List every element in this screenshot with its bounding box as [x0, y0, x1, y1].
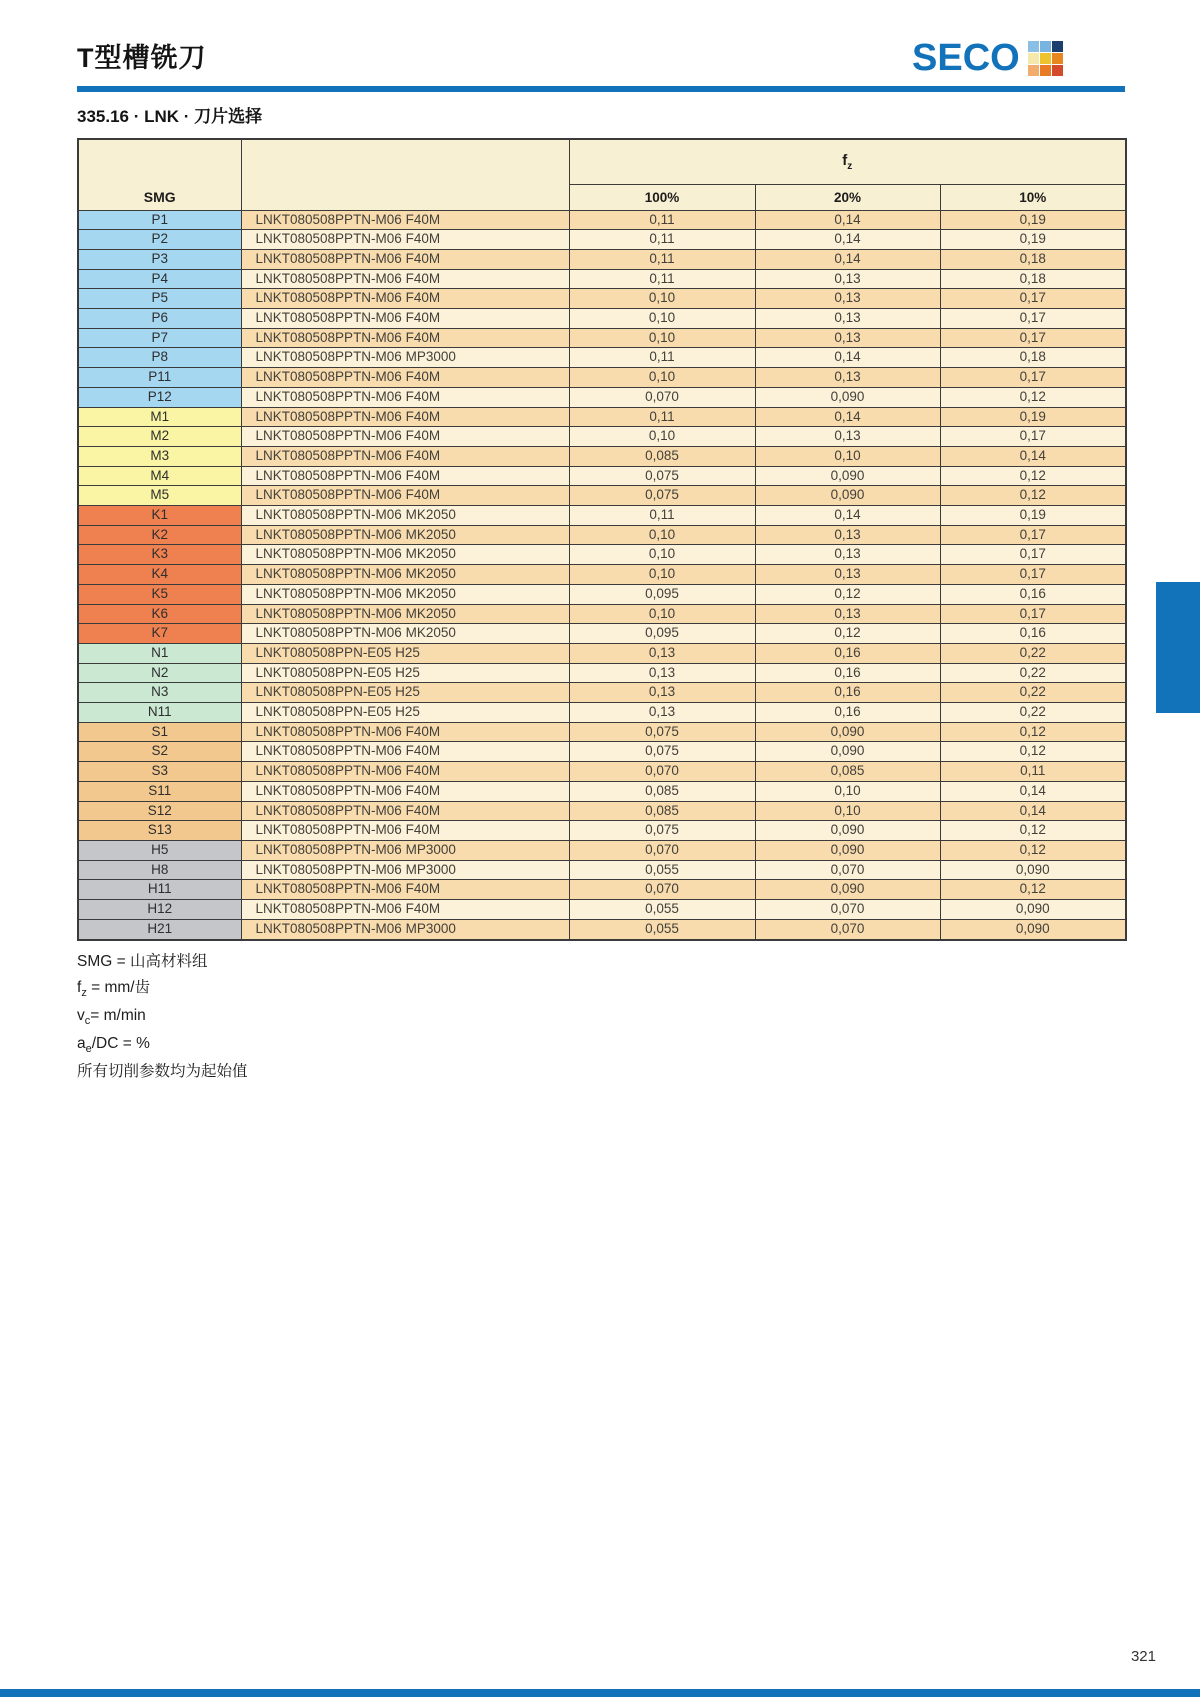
smg-cell: S3: [78, 762, 241, 782]
insert-cell: LNKT080508PPTN-M06 MK2050: [241, 624, 569, 644]
section-side-tab: [1156, 582, 1200, 713]
fz-20-cell: 0,16: [755, 663, 940, 683]
smg-cell: P8: [78, 348, 241, 368]
table-row: [78, 663, 1126, 683]
table-row: [78, 762, 1126, 782]
table-row: [78, 249, 1126, 269]
insert-cell: LNKT080508PPTN-M06 F40M: [241, 387, 569, 407]
table-row: [78, 919, 1126, 939]
insert-cell: LNKT080508PPTN-M06 F40M: [241, 407, 569, 427]
fz-10-cell: 0,090: [940, 900, 1126, 920]
fz-10-cell: 0,18: [940, 269, 1126, 289]
fz-20-cell: 0,13: [755, 368, 940, 388]
smg-cell: M3: [78, 446, 241, 466]
fz-20-cell: 0,090: [755, 722, 940, 742]
fz-10-cell: 0,12: [940, 466, 1126, 486]
table-row: [78, 269, 1126, 289]
fz-10-cell: 0,17: [940, 309, 1126, 329]
fz-100-cell: 0,070: [569, 880, 755, 900]
fz-20-cell: 0,14: [755, 506, 940, 526]
smg-cell: P4: [78, 269, 241, 289]
smg-cell: N1: [78, 643, 241, 663]
fz-100-cell: 0,055: [569, 919, 755, 939]
smg-cell: M2: [78, 427, 241, 447]
insert-cell: LNKT080508PPTN-M06 MP3000: [241, 348, 569, 368]
fz-100-cell: 0,13: [569, 643, 755, 663]
smg-cell: K3: [78, 545, 241, 565]
fz-100-cell: 0,10: [569, 309, 755, 329]
smg-cell: S1: [78, 722, 241, 742]
fz-10-cell: 0,18: [940, 348, 1126, 368]
fz-10-cell: 0,14: [940, 781, 1126, 801]
page-title: T型槽铣刀: [77, 43, 207, 73]
insert-cell: LNKT080508PPTN-M06 F40M: [241, 368, 569, 388]
smg-cell: K4: [78, 565, 241, 585]
smg-cell: H5: [78, 841, 241, 861]
fz-20-cell: 0,13: [755, 269, 940, 289]
insert-cell: LNKT080508PPTN-M06 MK2050: [241, 525, 569, 545]
fz-20-cell: 0,090: [755, 466, 940, 486]
logo-square: [1028, 65, 1039, 76]
fz-10-cell: 0,12: [940, 722, 1126, 742]
table-row: [78, 880, 1126, 900]
fz-20-cell: 0,090: [755, 880, 940, 900]
fz-100-cell: 0,095: [569, 584, 755, 604]
table-row: [78, 841, 1126, 861]
fz-10-cell: 0,12: [940, 880, 1126, 900]
insert-cell: LNKT080508PPTN-M06 F40M: [241, 742, 569, 762]
fz-20-cell: 0,090: [755, 841, 940, 861]
footnote-line: $f_z = mm/$齿: [77, 979, 151, 1000]
fz-20-cell: 0,13: [755, 309, 940, 329]
fz-10-cell: 0,17: [940, 604, 1126, 624]
fz-100-cell: 0,11: [569, 407, 755, 427]
fz-100-cell: 0,070: [569, 387, 755, 407]
fz-10-cell: 0,17: [940, 565, 1126, 585]
fz-20-cell: 0,14: [755, 407, 940, 427]
table-row: [78, 604, 1126, 624]
table-row: [78, 643, 1126, 663]
fz-10-cell: 0,14: [940, 446, 1126, 466]
fz-100-cell: 0,075: [569, 821, 755, 841]
fz-20-cell: 0,13: [755, 604, 940, 624]
fz-20-cell: 0,13: [755, 289, 940, 309]
fz-20-cell: 0,14: [755, 348, 940, 368]
fz-100-cell: 0,055: [569, 860, 755, 880]
table-header-row-top: [78, 139, 1126, 184]
fz-20-cell: 0,13: [755, 565, 940, 585]
smg-cell: K2: [78, 525, 241, 545]
fz-10-cell: 0,19: [940, 407, 1126, 427]
table-row: [78, 565, 1126, 585]
fz-20-cell: 0,12: [755, 624, 940, 644]
insert-cell: LNKT080508PPTN-M06 F40M: [241, 801, 569, 821]
footnotes: [77, 950, 248, 1086]
fz-10-cell: 0,18: [940, 249, 1126, 269]
fz-10-cell: 0,16: [940, 624, 1126, 644]
insert-cell: LNKT080508PPTN-M06 F40M: [241, 230, 569, 250]
fz-20-cell: 0,10: [755, 446, 940, 466]
fz-100-cell: 0,075: [569, 742, 755, 762]
fz-100-cell: 0,075: [569, 486, 755, 506]
fz-20-cell: 0,14: [755, 230, 940, 250]
logo-square: [1040, 65, 1051, 76]
fz-100-cell: 0,11: [569, 249, 755, 269]
fz-100-cell: 0,10: [569, 427, 755, 447]
fz-label-sub: z: [847, 160, 853, 172]
fz-10-cell: 0,22: [940, 703, 1126, 723]
table-row: [78, 742, 1126, 762]
fz-100-cell: 0,11: [569, 210, 755, 230]
table-row: [78, 446, 1126, 466]
table-row: [78, 486, 1126, 506]
fz-10-cell: 0,19: [940, 506, 1126, 526]
insert-cell: LNKT080508PPTN-M06 F40M: [241, 210, 569, 230]
table-row: [78, 230, 1126, 250]
fz-10-cell: 0,17: [940, 427, 1126, 447]
fz-100-cell: 0,055: [569, 900, 755, 920]
smg-cell: P1: [78, 210, 241, 230]
smg-cell: H21: [78, 919, 241, 939]
fz-10-cell: 0,16: [940, 584, 1126, 604]
fz-10-cell: 0,22: [940, 663, 1126, 683]
table-row: [78, 368, 1126, 388]
smg-cell: K6: [78, 604, 241, 624]
insert-cell: LNKT080508PPN-E05 H25: [241, 663, 569, 683]
smg-cell: M4: [78, 466, 241, 486]
insert-cell: LNKT080508PPTN-M06 MK2050: [241, 604, 569, 624]
smg-cell: H12: [78, 900, 241, 920]
fz-100-cell: 0,095: [569, 624, 755, 644]
table-row: [78, 289, 1126, 309]
fz-10-cell: 0,090: [940, 860, 1126, 880]
fz-10-cell: 0,17: [940, 328, 1126, 348]
fz-100-cell: 0,075: [569, 466, 755, 486]
fz-20-cell: 0,090: [755, 387, 940, 407]
fz-20-cell: 0,12: [755, 584, 940, 604]
table-body: [78, 210, 1126, 940]
table-row: [78, 387, 1126, 407]
insert-cell: LNKT080508PPTN-M06 F40M: [241, 486, 569, 506]
fz-100-cell: 0,10: [569, 604, 755, 624]
footnote-line: $a_e/DC$ = %: [77, 1035, 150, 1056]
fz-10-cell: 0,17: [940, 368, 1126, 388]
fz-20-cell: 0,16: [755, 703, 940, 723]
fz-100-cell: 0,10: [569, 525, 755, 545]
smg-cell: N3: [78, 683, 241, 703]
table-row: [78, 506, 1126, 526]
fz-100-cell: 0,070: [569, 841, 755, 861]
header-divider: [77, 86, 1125, 92]
insert-cell: LNKT080508PPTN-M06 MK2050: [241, 565, 569, 585]
fz-100-cell: 0,13: [569, 703, 755, 723]
fz-20-cell: 0,13: [755, 427, 940, 447]
fz-20-cell: 0,090: [755, 821, 940, 841]
insert-cell: LNKT080508PPTN-M06 F40M: [241, 781, 569, 801]
smg-cell: H8: [78, 860, 241, 880]
fz-20-cell: 0,13: [755, 525, 940, 545]
logo-square: [1040, 41, 1051, 52]
fz-10-cell: 0,22: [940, 683, 1126, 703]
fz-100-cell: 0,10: [569, 545, 755, 565]
pct-20-header: 20%: [755, 184, 940, 210]
insert-selection-table: [77, 138, 1127, 941]
fz-100-cell: 0,10: [569, 368, 755, 388]
fz-100-cell: 0,11: [569, 269, 755, 289]
table-row: [78, 860, 1126, 880]
fz-20-cell: 0,16: [755, 683, 940, 703]
fz-20-cell: 0,10: [755, 801, 940, 821]
fz-10-cell: 0,12: [940, 821, 1126, 841]
insert-cell: LNKT080508PPTN-M06 F40M: [241, 722, 569, 742]
insert-cell: LNKT080508PPTN-M06 MP3000: [241, 919, 569, 939]
table-row: [78, 722, 1126, 742]
table-row: [78, 703, 1126, 723]
fz-100-cell: 0,085: [569, 446, 755, 466]
insert-cell: LNKT080508PPTN-M06 F40M: [241, 466, 569, 486]
smg-cell: P12: [78, 387, 241, 407]
table-row: [78, 407, 1126, 427]
table-row: [78, 801, 1126, 821]
smg-cell: N11: [78, 703, 241, 723]
footnote-line: 所有切削参数均为起始值: [77, 1063, 248, 1081]
smg-column-header: SMG: [78, 139, 241, 210]
fz-20-cell: 0,14: [755, 210, 940, 230]
table-row: [78, 545, 1126, 565]
insert-cell: LNKT080508PPTN-M06 MK2050: [241, 584, 569, 604]
insert-cell: LNKT080508PPTN-M06 F40M: [241, 762, 569, 782]
fz-100-cell: 0,11: [569, 348, 755, 368]
smg-cell: P3: [78, 249, 241, 269]
fz-100-cell: 0,11: [569, 230, 755, 250]
fz-10-cell: 0,12: [940, 387, 1126, 407]
fz-20-cell: 0,13: [755, 328, 940, 348]
bottom-bar: [0, 1689, 1200, 1697]
logo-square: [1028, 53, 1039, 64]
fz-10-cell: 0,12: [940, 742, 1126, 762]
insert-cell: LNKT080508PPTN-M06 F40M: [241, 269, 569, 289]
insert-cell: LNKT080508PPTN-M06 F40M: [241, 821, 569, 841]
fz-10-cell: 0,17: [940, 545, 1126, 565]
table-row: [78, 584, 1126, 604]
smg-cell: P11: [78, 368, 241, 388]
section-title: 335.16 · LNK · 刀片选择: [77, 107, 263, 126]
fz-10-cell: 0,090: [940, 919, 1126, 939]
insert-cell: LNKT080508PPTN-M06 F40M: [241, 328, 569, 348]
fz-100-cell: 0,10: [569, 328, 755, 348]
logo-square: [1040, 53, 1051, 64]
insert-cell: LNKT080508PPTN-M06 F40M: [241, 880, 569, 900]
fz-100-cell: 0,085: [569, 781, 755, 801]
insert-cell: LNKT080508PPTN-M06 F40M: [241, 900, 569, 920]
insert-cell: LNKT080508PPTN-M06 F40M: [241, 446, 569, 466]
fz-column-header: [569, 139, 1126, 184]
table-row: [78, 624, 1126, 644]
fz-10-cell: 0,22: [940, 643, 1126, 663]
insert-cell: LNKT080508PPN-E05 H25: [241, 643, 569, 663]
fz-100-cell: 0,13: [569, 663, 755, 683]
fz-100-cell: 0,085: [569, 801, 755, 821]
fz-10-cell: 0,14: [940, 801, 1126, 821]
footnote-line: $v_c= m/\min$: [77, 1007, 146, 1028]
footnote-line: SMG = 山高材料组: [77, 953, 208, 970]
insert-cell: LNKT080508PPTN-M06 F40M: [241, 289, 569, 309]
insert-cell: LNKT080508PPTN-M06 MK2050: [241, 545, 569, 565]
insert-cell: LNKT080508PPN-E05 H25: [241, 683, 569, 703]
smg-cell: S13: [78, 821, 241, 841]
smg-cell: S11: [78, 781, 241, 801]
insert-cell: LNKT080508PPTN-M06 MP3000: [241, 841, 569, 861]
smg-cell: P5: [78, 289, 241, 309]
fz-20-cell: 0,16: [755, 643, 940, 663]
smg-cell: S12: [78, 801, 241, 821]
table-row: [78, 781, 1126, 801]
fz-10-cell: 0,19: [940, 230, 1126, 250]
table-row: [78, 210, 1126, 230]
smg-cell: N2: [78, 663, 241, 683]
fz-20-cell: 0,085: [755, 762, 940, 782]
fz-20-cell: 0,070: [755, 919, 940, 939]
fz-10-cell: 0,12: [940, 841, 1126, 861]
smg-cell: M5: [78, 486, 241, 506]
fz-10-cell: 0,17: [940, 289, 1126, 309]
smg-cell: M1: [78, 407, 241, 427]
fz-100-cell: 0,070: [569, 762, 755, 782]
fz-10-cell: 0,12: [940, 486, 1126, 506]
insert-cell: LNKT080508PPTN-M06 F40M: [241, 309, 569, 329]
pct-10-header: 10%: [940, 184, 1126, 210]
fz-100-cell: 0,10: [569, 565, 755, 585]
logo-square: [1028, 41, 1039, 52]
fz-20-cell: 0,070: [755, 900, 940, 920]
smg-cell: K1: [78, 506, 241, 526]
logo-square: [1052, 65, 1063, 76]
insert-cell: LNKT080508PPN-E05 H25: [241, 703, 569, 723]
smg-cell: S2: [78, 742, 241, 762]
fz-20-cell: 0,090: [755, 742, 940, 762]
table-row: [78, 525, 1126, 545]
insert-cell: LNKT080508PPTN-M06 MK2050: [241, 506, 569, 526]
smg-cell: P2: [78, 230, 241, 250]
pct-100-header: 100%: [569, 184, 755, 210]
table-row: [78, 466, 1126, 486]
fz-100-cell: 0,11: [569, 506, 755, 526]
fz-20-cell: 0,14: [755, 249, 940, 269]
table-row: [78, 309, 1126, 329]
table-row: [78, 348, 1126, 368]
seco-logo: [912, 37, 1063, 79]
seco-logo-text: SECO: [912, 37, 1020, 79]
smg-cell: P6: [78, 309, 241, 329]
fz-100-cell: 0,075: [569, 722, 755, 742]
fz-10-cell: 0,19: [940, 210, 1126, 230]
table-row: [78, 683, 1126, 703]
smg-cell: K5: [78, 584, 241, 604]
seco-logo-squares-icon: [1028, 41, 1063, 76]
fz-10-cell: 0,17: [940, 525, 1126, 545]
fz-20-cell: 0,090: [755, 486, 940, 506]
table-row: [78, 427, 1126, 447]
logo-square: [1052, 53, 1063, 64]
fz-10-cell: 0,11: [940, 762, 1126, 782]
fz-20-cell: 0,13: [755, 545, 940, 565]
fz-label: f: [842, 151, 848, 169]
fz-100-cell: 0,13: [569, 683, 755, 703]
insert-cell: LNKT080508PPTN-M06 F40M: [241, 249, 569, 269]
table-row: [78, 900, 1126, 920]
insert-cell: LNKT080508PPTN-M06 F40M: [241, 427, 569, 447]
fz-100-cell: 0,10: [569, 289, 755, 309]
table-row: [78, 328, 1126, 348]
smg-cell: K7: [78, 624, 241, 644]
table-row: [78, 821, 1126, 841]
page-number: 321: [1130, 1648, 1156, 1665]
insert-selection-table-wrap: [77, 138, 1125, 941]
logo-square: [1052, 41, 1063, 52]
smg-cell: P7: [78, 328, 241, 348]
fz-20-cell: 0,070: [755, 860, 940, 880]
smg-cell: H11: [78, 880, 241, 900]
fz-20-cell: 0,10: [755, 781, 940, 801]
insert-column-header: [241, 139, 569, 210]
insert-cell: LNKT080508PPTN-M06 MP3000: [241, 860, 569, 880]
